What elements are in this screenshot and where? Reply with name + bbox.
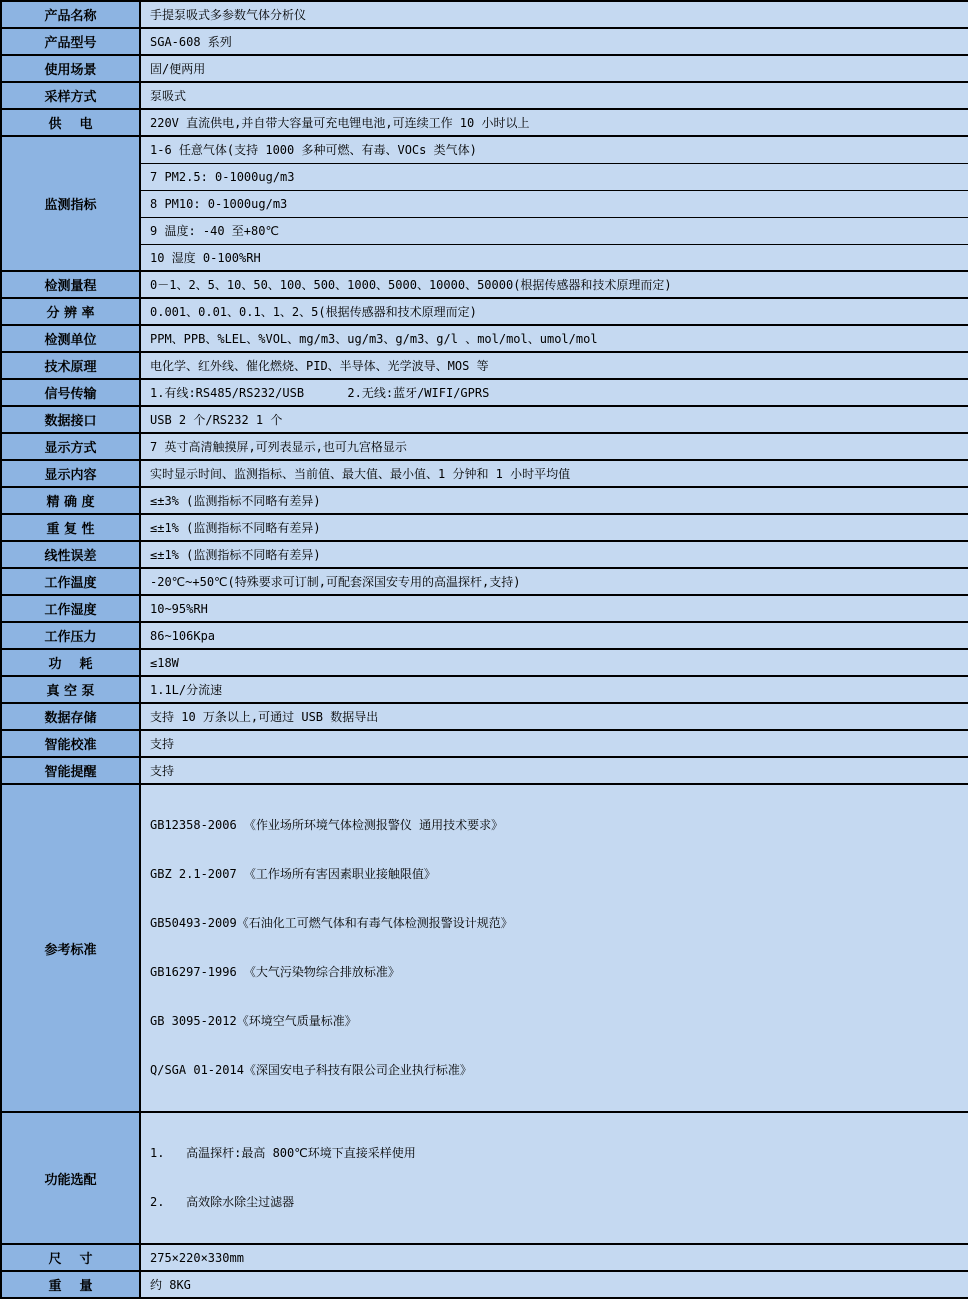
- spec-value-technical-principle: 电化学、红外线、催化燃烧、PID、半导体、光学波导、MOS 等: [140, 352, 968, 379]
- spec-value-product-name: 手提泵吸式多参数气体分析仪: [140, 1, 968, 28]
- spec-label-smart-calibration: 智能校准: [1, 730, 140, 757]
- spec-value-dimensions: 275×220×330mm: [140, 1244, 968, 1271]
- row-usage-scenario: [1, 55, 968, 82]
- spec-label-data-interface: 数据接口: [1, 406, 140, 433]
- spec-label-signal-transmission: 信号传输: [1, 379, 140, 406]
- reference-standard-line-1: GB12358-2006 《作业场所环境气体检测报警仪 通用技术要求》: [150, 818, 504, 832]
- spec-label-accuracy: 精 确 度: [1, 487, 140, 514]
- spec-label-working-temperature: 工作温度: [1, 568, 140, 595]
- spec-value-smart-calibration: 支持: [140, 730, 968, 757]
- spec-value-monitoring-indicator-3: 8 PM10: 0-1000ug/m3: [140, 190, 968, 217]
- row-product-name: [1, 1, 968, 28]
- spec-value-usage-scenario: 固/便两用: [140, 55, 968, 82]
- spec-label-working-pressure: 工作压力: [1, 622, 140, 649]
- row-technical-principle: [1, 352, 968, 379]
- spec-label-data-storage: 数据存储: [1, 703, 140, 730]
- reference-standard-line-4: GB16297-1996 《大气污染物综合排放标准》: [150, 965, 400, 979]
- row-reference-standards: [1, 784, 968, 1112]
- row-display-mode: [1, 433, 968, 460]
- spec-label-linearity-error: 线性误差: [1, 541, 140, 568]
- spec-value-weight: 约 8KG: [140, 1271, 968, 1298]
- spec-value-working-pressure: 86~106Kpa: [140, 622, 968, 649]
- row-vacuum-pump: [1, 676, 968, 703]
- spec-value-working-humidity: 10~95%RH: [140, 595, 968, 622]
- row-working-temperature: [1, 568, 968, 595]
- row-linearity-error: [1, 541, 968, 568]
- row-power-supply: [1, 109, 968, 136]
- spec-value-display-content: 实时显示时间、监测指标、当前值、最大值、最小值、1 分钟和 1 小时平均值: [140, 460, 968, 487]
- spec-value-signal-transmission: 1.有线:RS485/RS232/USB 2.无线:蓝牙/WIFI/GPRS: [140, 379, 968, 406]
- spec-value-detection-unit: PPM、PPB、%LEL、%VOL、mg/m3、ug/m3、g/m3、g/l 、mol/mol、umol/mol: [140, 325, 968, 352]
- row-sampling-method: [1, 82, 968, 109]
- spec-label-vacuum-pump: 真 空 泵: [1, 676, 140, 703]
- spec-value-product-model: SGA-608 系列: [140, 28, 968, 55]
- row-monitoring-indicators-4: [1, 217, 968, 244]
- row-working-pressure: [1, 622, 968, 649]
- row-monitoring-indicators-2: [1, 163, 968, 190]
- row-smart-calibration: [1, 730, 968, 757]
- spec-value-working-temperature: -20℃~+50℃(特殊要求可订制,可配套深国安专用的高温探杆,支持): [140, 568, 968, 595]
- row-data-interface: [1, 406, 968, 433]
- spec-label-display-content: 显示内容: [1, 460, 140, 487]
- spec-label-resolution: 分 辨 率: [1, 298, 140, 325]
- reference-standard-line-6: Q/SGA 01-2014《深国安电子科技有限公司企业执行标准》: [150, 1063, 472, 1077]
- spec-value-monitoring-indicator-5: 10 湿度 0-100%RH: [140, 244, 968, 271]
- spec-value-power-consumption: ≤18W: [140, 649, 968, 676]
- row-resolution: [1, 298, 968, 325]
- spec-value-monitoring-indicator-1: 1-6 任意气体(支持 1000 多种可燃、有毒、VOCs 类气体): [140, 136, 968, 163]
- spec-label-weight: 重 量: [1, 1271, 140, 1298]
- spec-label-repeatability: 重 复 性: [1, 514, 140, 541]
- spec-value-data-storage: 支持 10 万条以上,可通过 USB 数据导出: [140, 703, 968, 730]
- optional-function-line-1: 1. 高温探杆:最高 800℃环境下直接采样使用: [150, 1146, 416, 1160]
- spec-value-linearity-error: ≤±1% (监测指标不同略有差异): [140, 541, 968, 568]
- row-working-humidity: [1, 595, 968, 622]
- spec-value-resolution: 0.001、0.01、0.1、1、2、5(根据传感器和技术原理而定): [140, 298, 968, 325]
- spec-value-repeatability: ≤±1% (监测指标不同略有差异): [140, 514, 968, 541]
- spec-label-display-mode: 显示方式: [1, 433, 140, 460]
- row-detection-unit: [1, 325, 968, 352]
- row-detection-range: [1, 271, 968, 298]
- row-data-storage: [1, 703, 968, 730]
- spec-label-product-name: 产品名称: [1, 1, 140, 28]
- optional-function-line-2: 2. 高效除水除尘过滤器: [150, 1195, 295, 1209]
- row-signal-transmission: [1, 379, 968, 406]
- spec-value-detection-range: 0－1、2、5、10、50、100、500、1000、5000、10000、50000(根据传感器和技术原理而定): [140, 271, 968, 298]
- spec-label-usage-scenario: 使用场景: [1, 55, 140, 82]
- spec-label-power-supply: 供 电: [1, 109, 140, 136]
- row-dimensions: [1, 1244, 968, 1271]
- spec-label-detection-range: 检测量程: [1, 271, 140, 298]
- spec-label-reference-standards: 参考标准: [1, 784, 140, 1112]
- spec-label-optional-functions: 功能选配: [1, 1112, 140, 1244]
- reference-standard-line-5: GB 3095-2012《环境空气质量标准》: [150, 1014, 357, 1028]
- row-smart-reminder: [1, 757, 968, 784]
- spec-value-sampling-method: 泵吸式: [140, 82, 968, 109]
- spec-label-product-model: 产品型号: [1, 28, 140, 55]
- row-display-content: [1, 460, 968, 487]
- row-product-model: [1, 28, 968, 55]
- spec-label-working-humidity: 工作湿度: [1, 595, 140, 622]
- spec-value-display-mode: 7 英寸高清触摸屏,可列表显示,也可九宫格显示: [140, 433, 968, 460]
- row-repeatability: [1, 514, 968, 541]
- spec-label-power-consumption: 功 耗: [1, 649, 140, 676]
- spec-value-data-interface: USB 2 个/RS232 1 个: [140, 406, 968, 433]
- spec-value-power-supply: 220V 直流供电,并自带大容量可充电锂电池,可连续工作 10 小时以上: [140, 109, 968, 136]
- spec-label-monitoring-indicators: 监测指标: [1, 136, 140, 271]
- row-accuracy: [1, 487, 968, 514]
- spec-value-vacuum-pump: 1.1L/分流速: [140, 676, 968, 703]
- row-power-consumption: [1, 649, 968, 676]
- spec-value-monitoring-indicator-4: 9 温度: -40 至+80℃: [140, 217, 968, 244]
- spec-label-detection-unit: 检测单位: [1, 325, 140, 352]
- row-optional-functions: [1, 1112, 968, 1244]
- spec-label-dimensions: 尺 寸: [1, 1244, 140, 1271]
- spec-label-technical-principle: 技术原理: [1, 352, 140, 379]
- spec-value-accuracy: ≤±3% (监测指标不同略有差异): [140, 487, 968, 514]
- row-monitoring-indicators-1: [1, 136, 968, 163]
- spec-value-smart-reminder: 支持: [140, 757, 968, 784]
- spec-label-sampling-method: 采样方式: [1, 82, 140, 109]
- row-weight: [1, 1271, 968, 1298]
- row-monitoring-indicators-3: [1, 190, 968, 217]
- row-monitoring-indicators-5: [1, 244, 968, 271]
- spec-value-optional-functions: [140, 1112, 968, 1244]
- spec-value-reference-standards: [140, 784, 968, 1112]
- reference-standard-line-3: GB50493-2009《石油化工可燃气体和有毒气体检测报警设计规范》: [150, 916, 513, 930]
- spec-label-smart-reminder: 智能提醒: [1, 757, 140, 784]
- reference-standard-line-2: GBZ 2.1-2007 《工作场所有害因素职业接触限值》: [150, 867, 436, 881]
- spec-value-monitoring-indicator-2: 7 PM2.5: 0-1000ug/m3: [140, 163, 968, 190]
